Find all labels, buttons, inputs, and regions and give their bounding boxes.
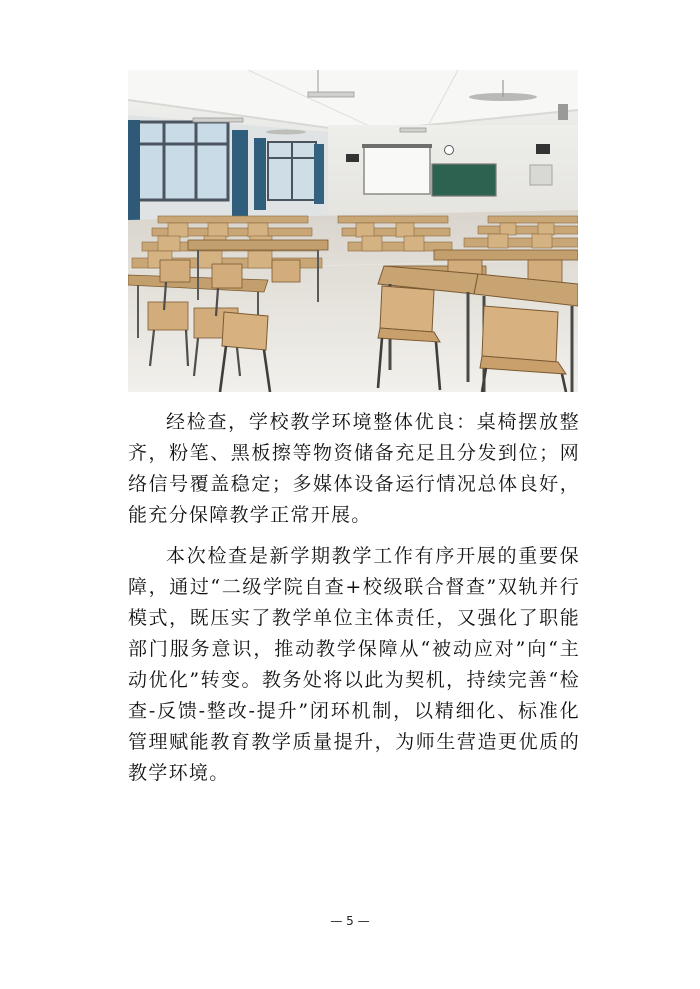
paragraph-inspection-result: 经检查，学校教学环境整体优良：桌椅摆放整齐，粉笔、黑板擦等物资储备充足且分发到位；网络信号覆盖稳定；多媒体设备运行情况总体良好，能充分保障教学正常开展。 bbox=[128, 411, 580, 526]
classroom-photo bbox=[128, 70, 578, 392]
paragraph-summary: 本次检查是新学期教学工作有序开展的重要保障，通过“二级学院自查+校级联合督查”双轨并行模式，既压实了教学单位主体责任，又强化了职能部门服务意识，推动教学保障从“被动应对”向“主动优化”转变。教务处将以此为契机，持续完善“检查-反馈-整改-提升”闭环机制，以精细化、标准化管理赋能教育教学质量提升，为师生营造更优质的教学环境。 bbox=[128, 545, 580, 784]
page-number: — 5 — bbox=[330, 914, 370, 928]
body-text bbox=[128, 407, 580, 789]
